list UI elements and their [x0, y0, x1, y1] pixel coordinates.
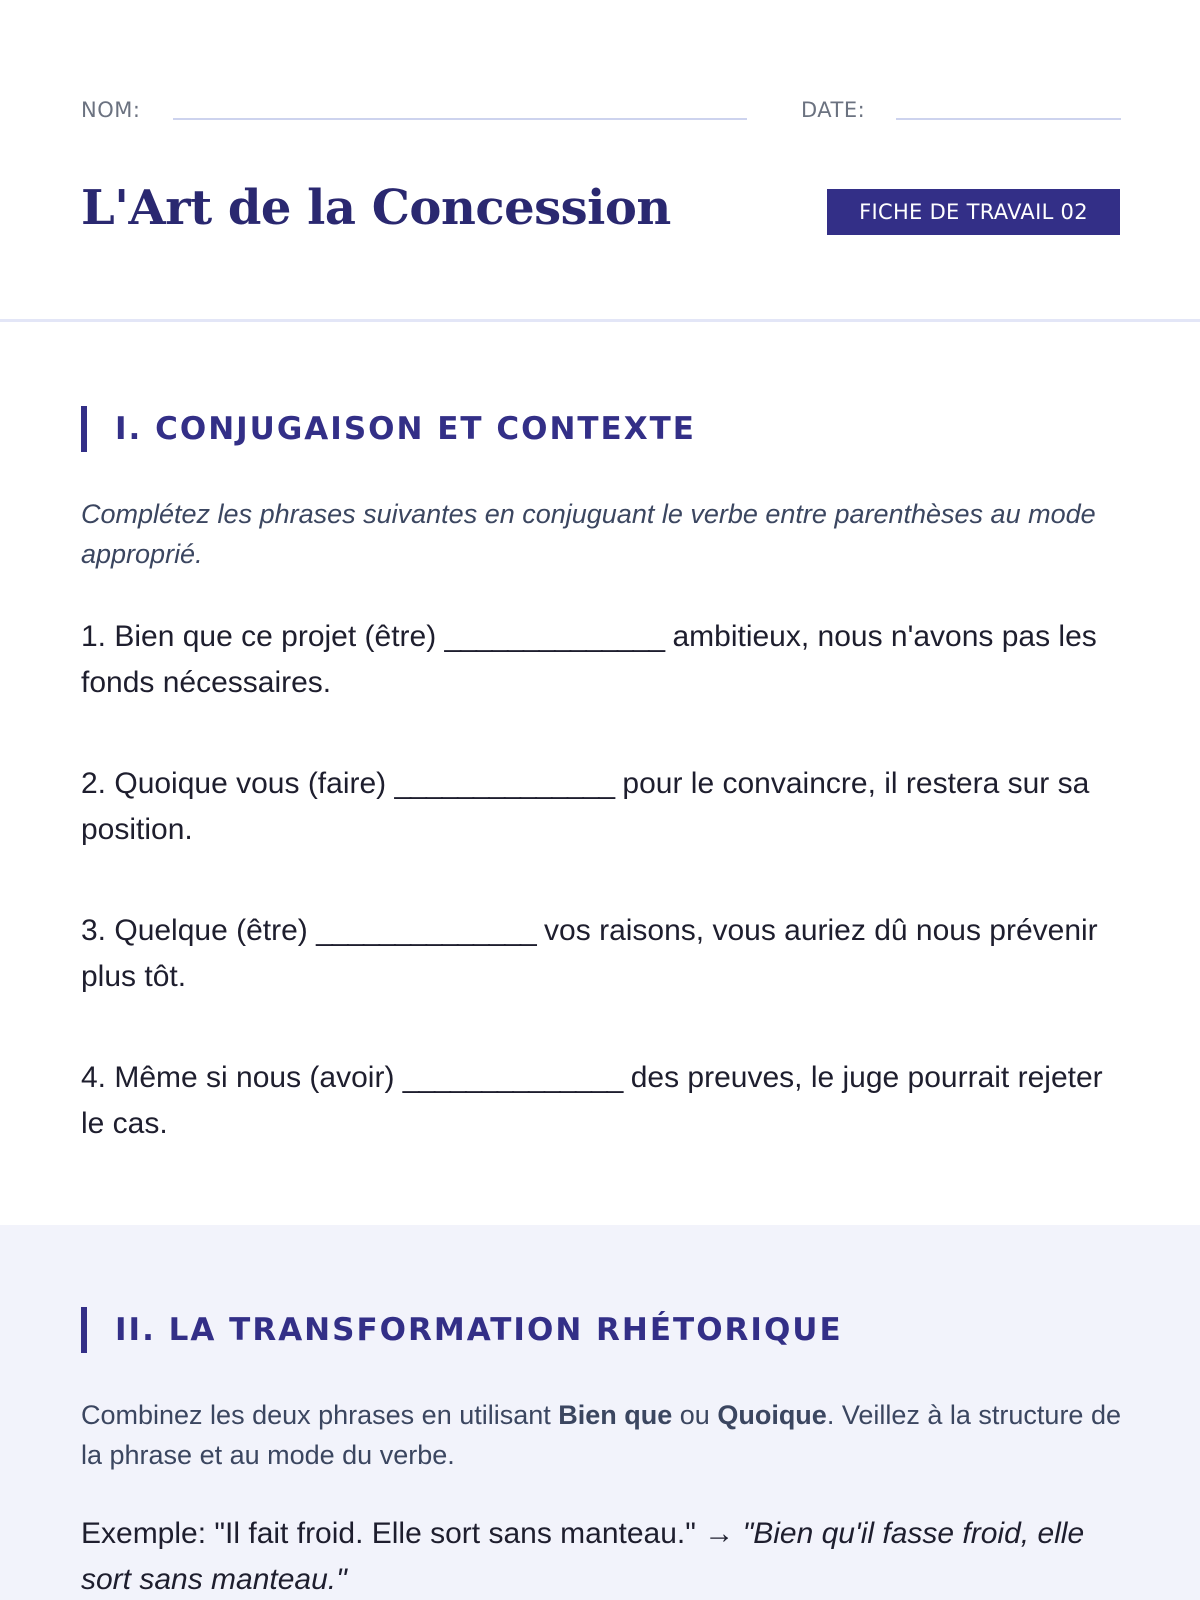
answer-blank: ______________: [316, 914, 536, 947]
example-answer: "Bien qu'il fasse froid, elle sort sans manteau.": [81, 1517, 1085, 1596]
instruction-text: . Veillez à la structure de la phrase et au mode du verbe.: [81, 1400, 1121, 1470]
example: [81, 1511, 1121, 1600]
section-title: I. CONJUGAISON ET CONTEXTE: [81, 406, 696, 452]
exercise-item: [81, 908, 1121, 1000]
arrow-right-icon: →: [704, 1517, 735, 1550]
exercise-item: [81, 761, 1121, 853]
exercise-text: 4. Même si nous (avoir): [81, 1061, 403, 1094]
section-instruction: [81, 1395, 1121, 1475]
exercise-item: [81, 1055, 1121, 1147]
date-line: [896, 118, 1121, 120]
exercise-text: pour le convaincre, il restera sur sa position.: [81, 767, 1090, 846]
exercise-text: 2. Quoique vous (faire): [81, 767, 395, 800]
answer-blank: ______________: [444, 620, 665, 653]
keyword-bien-que: Bien que: [558, 1400, 673, 1430]
exercise-text: des preuves, le juge pourrait rejeter le cas.: [81, 1061, 1103, 1140]
keyword-quoique: Quoique: [717, 1400, 827, 1430]
section-transformation: [0, 1225, 1200, 1600]
date-label: DATE:: [801, 98, 866, 122]
section-conjugaison: [0, 322, 1200, 1225]
exercise-text: 1. Bien que ce projet (être): [81, 620, 445, 653]
answer-blank: ______________: [402, 1061, 623, 1094]
section-title: II. LA TRANSFORMATION RHÉTORIQUE: [81, 1307, 843, 1353]
name-line: [173, 118, 747, 120]
section-instruction: Complétez les phrases suivantes en conjuguant le verbe entre parenthèses au mode approprié.: [81, 499, 1096, 569]
name-date-row: [81, 96, 1121, 126]
example-label: Exemple:: [81, 1517, 215, 1550]
worksheet-badge: FICHE DE TRAVAIL 02: [827, 189, 1120, 235]
exercise-text: 3. Quelque (être): [81, 914, 317, 947]
page-title: L'Art de la Concession: [81, 180, 671, 236]
exercise-text: ambitieux, nous n'avons pas les fonds nécessaires.: [81, 620, 1097, 699]
instruction-text: ou: [672, 1400, 718, 1430]
worksheet-header: [0, 0, 1200, 322]
exercise-item: [81, 614, 1121, 706]
name-label: NOM:: [81, 98, 141, 122]
example-source: "Il fait froid. Elle sort sans manteau.": [214, 1517, 696, 1550]
answer-blank: ______________: [394, 767, 615, 800]
exercise-text: vos raisons, vous auriez dû nous prévenir plus tôt.: [81, 914, 1098, 993]
instruction-text: Combinez les deux phrases en utilisant: [81, 1400, 559, 1430]
